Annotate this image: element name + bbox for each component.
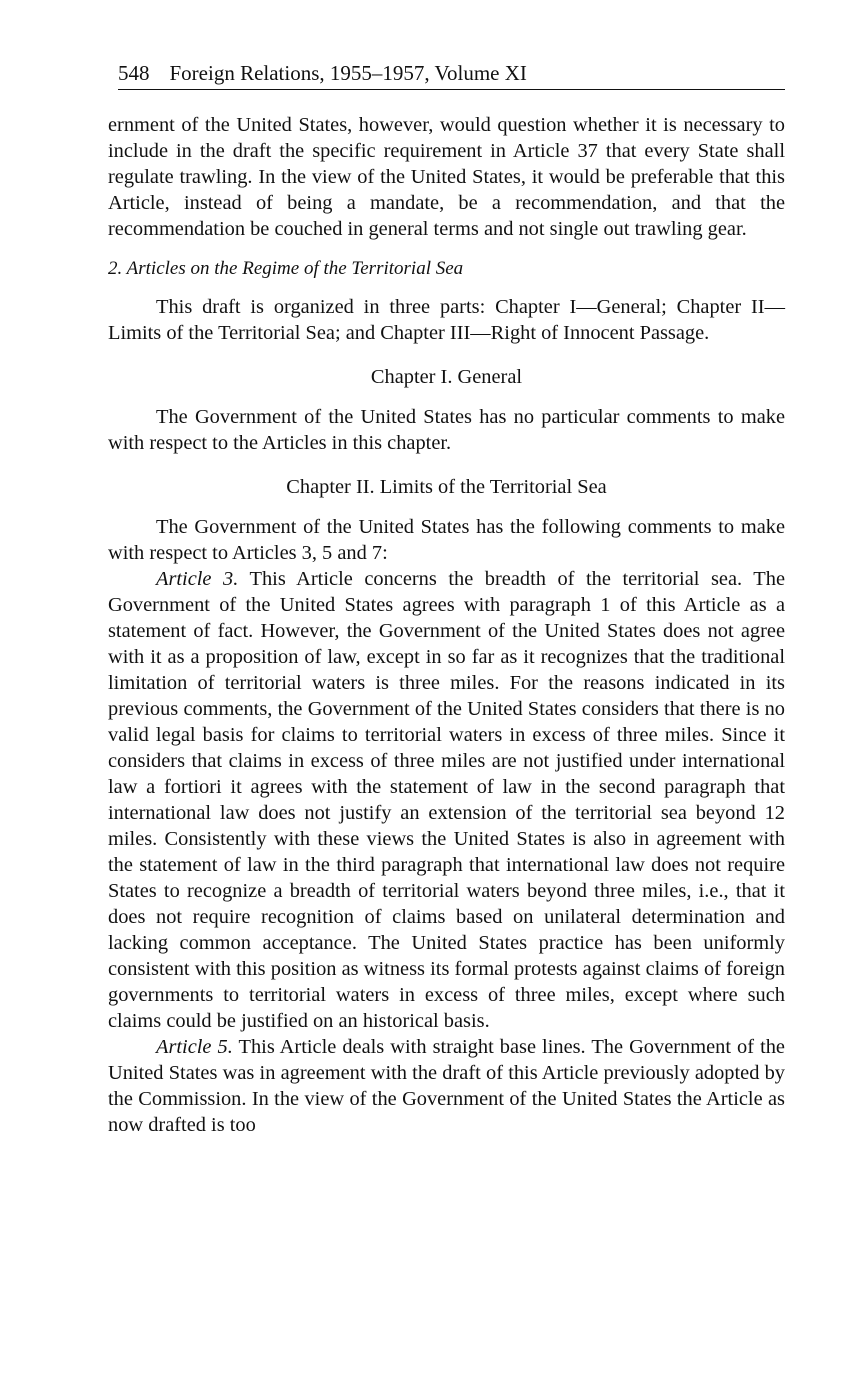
document-page <box>108 60 785 1138</box>
paragraph-article-3 <box>108 566 785 1034</box>
section-heading: 2. Articles on the Regime of the Territorial Sea <box>108 258 464 279</box>
chapter-heading-general: Chapter I. General <box>370 366 523 388</box>
paragraph-chapter2-intro: The Government of the United States has the following comments to make with respect to Articles 3, 5 and 7: <box>108 516 785 564</box>
article-3-text: This Article concerns the breadth of the territorial sea. The Government of the United States agrees with paragraph 1 of this Article as a statement of fact. However, the Government of the United States does not agree with it as a proposition of law, except in so far as it recognizes that the traditional limitation of territorial waters is three miles. For the reasons indicated in its previous comments, the Government of the United States considers that there is no valid legal basis for claims to territorial waters in excess of three miles. Since it considers that claims in excess of three miles are not justified under international law a fortiori it agrees with the statement of law in the second paragraph that international law does not justify an extension of the territorial sea beyond 12 miles. Consistently with these views the United States is also in agreement with the statement of law in the third paragraph that international law does not require States to recognize a breadth of territorial waters beyond three miles, i.e., that it does not require recognition of claims based on unilateral determination and lacking common acceptance. The United States practice has been uniformly consistent with this position as witness its formal protests against claims of foreign governments to territorial waters in excess of three miles, except where such claims could be justified on an historical basis. <box>108 568 785 1032</box>
page-number: 548 <box>118 61 150 85</box>
chapter-heading-limits: Chapter II. Limits of the Territorial Sea <box>286 476 607 498</box>
paragraph-article-5 <box>108 1034 785 1138</box>
running-head <box>118 60 785 90</box>
paragraph-continuation: ernment of the United States, however, would question whether it is necessary to include in the draft the specific requirement in Article 37 that every State shall regulate trawling. In the view of the United States, it would be preferable that this Article, instead of being a mandate, be a recommendation, and that the recommendation be couched in general terms and not single out trawling gear. <box>108 114 785 240</box>
body-text <box>108 112 785 1138</box>
article-5-text: This Article deals with straight base lines. The Government of the United States was in agreement with the draft of this Article previously adopted by the Commission. In the view of the Government of the United States the Article as now drafted is too <box>108 1036 785 1136</box>
paragraph-chapter1-comments: The Government of the United States has no particular comments to make with respect to the Articles in this chapter. <box>108 406 785 454</box>
article-5-label: Article 5. <box>156 1036 233 1058</box>
paragraph-draft-organization: This draft is organized in three parts: Chapter I—General; Chapter II—Limits of the Territorial Sea; and Chapter III—Right of Innocent Passage. <box>108 296 785 344</box>
article-3-label: Article 3. <box>156 568 239 590</box>
running-title: Foreign Relations, 1955–1957, Volume XI <box>169 61 527 85</box>
